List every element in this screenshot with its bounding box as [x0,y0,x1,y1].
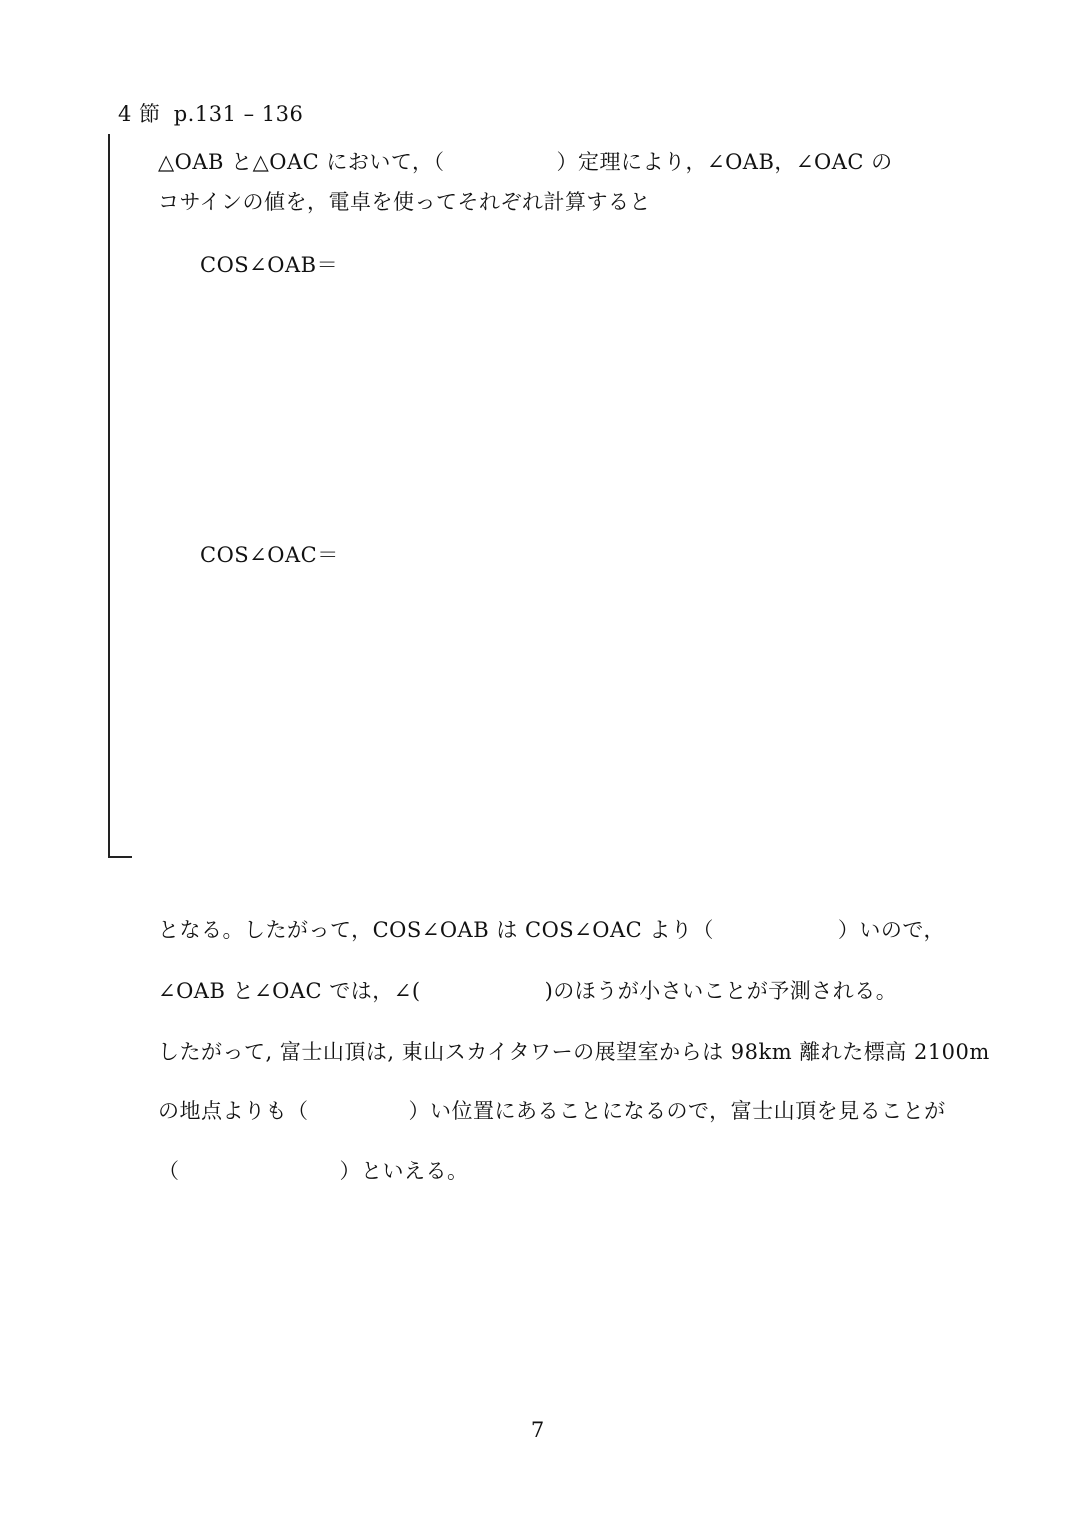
box-line-1-part-a: △OAB と△OAC において，（ [158,150,445,174]
conclusion-line-1-part-a: となる。したがって，COS∠OAB は COS∠OAC より（ [158,918,714,942]
box-line-1-part-b: ）定理により，∠OAB，∠OAC の [556,150,893,174]
conclusion-line-2-part-b: )のほうが小さいことが予測される。 [544,979,898,1003]
page-number: 7 [530,1418,545,1442]
conclusion-line-4-part-b: ）い位置にあることになるので，富士山頂を見ることが [408,1099,946,1123]
cos-oab-label: COS∠OAB＝ [200,253,339,277]
bracket-foot-line [108,856,132,858]
conclusion-line-4-part-a: の地点よりも（ [158,1099,309,1123]
section-header [118,100,303,128]
conclusion-line-5 [158,1157,469,1185]
page-range: p.131 – 136 [173,102,304,126]
conclusion-line-1-part-b: ）いので， [837,918,945,942]
cos-oac-label: COS∠OAC＝ [200,543,339,567]
box-line-1 [158,148,893,176]
conclusion-line-5-part-b: ）といえる。 [339,1159,469,1183]
conclusion-line-5-part-a: （ [158,1159,180,1183]
conclusion-line-1 [158,916,945,944]
bracket-vertical-line [108,134,110,857]
conclusion-line-3: したがって, 富士山頂は, 東山スカイタワーの展望室からは 98km 離れた標高 2100m [158,1040,990,1064]
box-line-2: コサインの値を，電卓を使ってそれぞれ計算すると [158,190,652,214]
conclusion-line-2 [158,977,897,1005]
conclusion-line-4 [158,1097,946,1125]
section-label: 4 節 [118,102,161,126]
conclusion-line-2-part-a: ∠OAB と∠OAC では，∠( [158,979,421,1003]
